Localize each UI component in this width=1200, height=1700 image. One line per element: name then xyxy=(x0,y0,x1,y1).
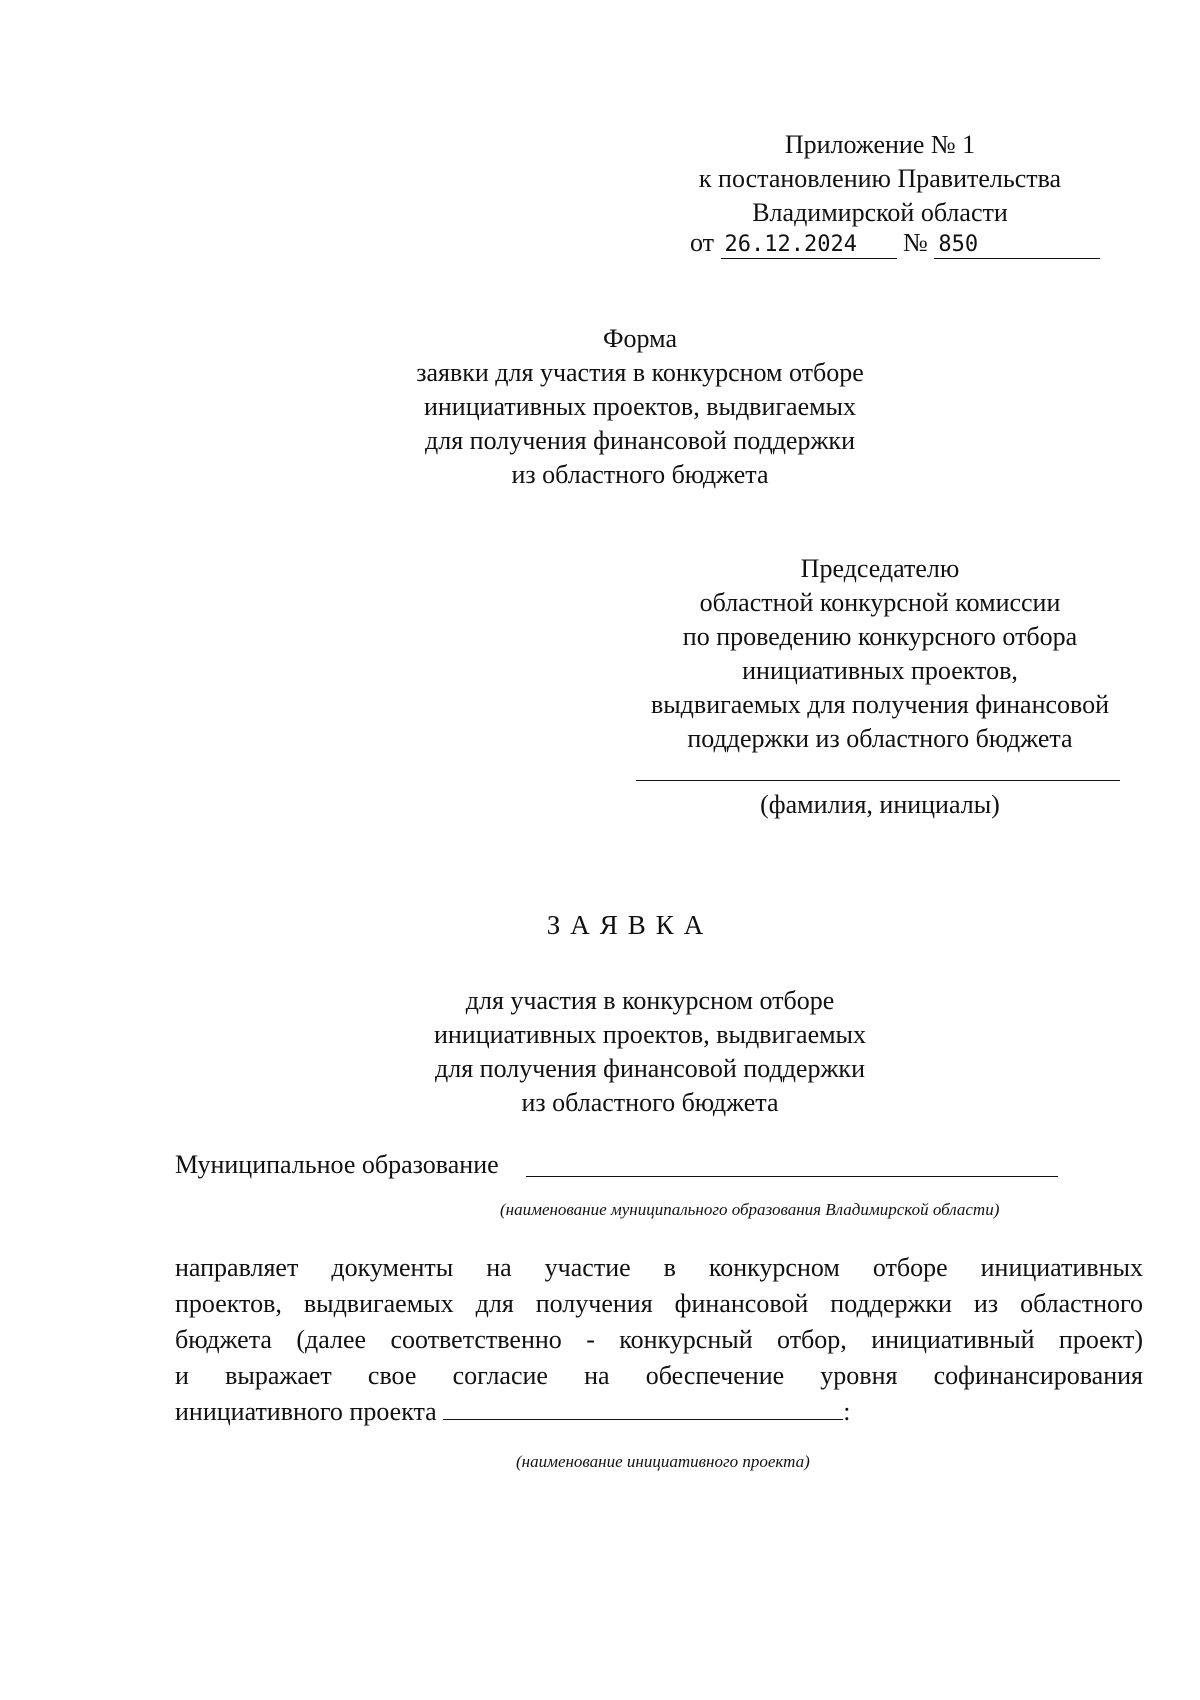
appendix-line-1: Приложение № 1 xyxy=(784,130,976,159)
addressee-line-2: областной конкурсной комиссии xyxy=(699,588,1061,617)
municipality-name-field[interactable] xyxy=(526,1176,1058,1177)
application-subtitle-line-3: для получения финансовой поддержки xyxy=(435,1054,865,1083)
project-name-field[interactable] xyxy=(443,1395,843,1420)
application-subtitle xyxy=(390,984,910,1120)
decree-number: 850 xyxy=(934,232,1100,259)
body-last-prefix: инициативного проекта xyxy=(175,1397,437,1426)
body-line-3: бюджета (далее соответственно - конкурсный отбор, инициативный проект) xyxy=(175,1325,1143,1354)
form-title-line-4: для получения финансовой поддержки xyxy=(425,426,855,455)
form-title xyxy=(380,322,900,492)
body-last-suffix: : xyxy=(843,1397,851,1426)
application-heading: ЗАЯВКА xyxy=(546,910,714,940)
decree-reference xyxy=(690,226,1100,260)
form-title-line-2: заявки для участия в конкурсном отборе xyxy=(416,358,864,387)
body-line-2: проектов, выдвигаемых для получения финансовой поддержки из областного xyxy=(175,1289,1143,1318)
decree-number-sign: № xyxy=(903,228,928,257)
addressee-line-1: Председателю xyxy=(800,554,960,583)
application-body xyxy=(175,1250,1143,1430)
application-subtitle-line-1: для участия в конкурсном отборе xyxy=(465,986,835,1015)
body-line-4: и выражает свое согласие на обеспечение уровня софинансирования xyxy=(175,1361,1143,1390)
addressee-line-3: по проведению конкурсного отбора xyxy=(682,622,1078,651)
body-line-5 xyxy=(175,1394,1143,1430)
addressee-line-4: инициативных проектов, xyxy=(742,656,1018,685)
municipality-caption: (наименование муниципального образования Владимирской области) xyxy=(500,1200,1000,1219)
addressee-line-6: поддержки из областного бюджета xyxy=(687,724,1073,753)
addressee-name-field[interactable] xyxy=(636,780,1120,781)
addressee-line-5: выдвигаемых для получения финансовой xyxy=(650,690,1110,719)
appendix-line-2: к постановлению Правительства xyxy=(698,164,1062,193)
municipality-label: Муниципальное образование xyxy=(175,1150,499,1179)
form-title-line-1: Форма xyxy=(603,324,677,353)
body-line-1: направляет документы на участие в конкурсном отборе инициативных xyxy=(175,1253,1143,1282)
form-title-line-3: инициативных проектов, выдвигаемых xyxy=(423,392,857,421)
appendix-header xyxy=(640,128,1120,230)
application-subtitle-line-2: инициативных проектов, выдвигаемых xyxy=(433,1020,867,1049)
addressee-block xyxy=(620,552,1140,756)
appendix-line-3: Владимирской области xyxy=(752,198,1008,227)
addressee-caption: (фамилия, инициалы) xyxy=(760,790,1000,819)
form-title-line-5: из областного бюджета xyxy=(511,460,769,489)
decree-from-label: от xyxy=(690,228,715,257)
decree-date: 26.12.2024 xyxy=(721,232,897,259)
application-subtitle-line-4: из областного бюджета xyxy=(521,1088,779,1117)
project-caption: (наименование инициативного проекта) xyxy=(516,1452,810,1471)
